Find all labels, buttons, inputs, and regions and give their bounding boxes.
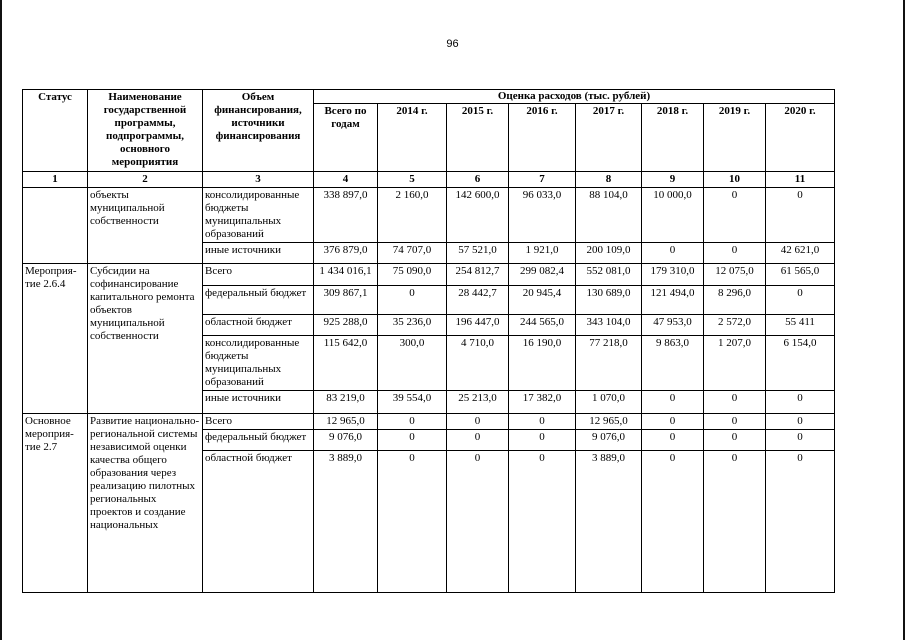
year-value-cell: 8 296,0	[704, 286, 766, 315]
header-volume: Объем финансирования, источники финансирования	[203, 90, 314, 172]
column-number: 6	[447, 172, 509, 188]
year-value-cell: 16 190,0	[509, 336, 576, 391]
funding-source-cell: Всего	[203, 414, 314, 430]
program-name-cell: Развитие национально-региональной системы независимой оценки качества общего образования через реализацию пилотных региональных проектов и создание национальных	[88, 414, 203, 593]
year-value-cell: 0	[447, 451, 509, 593]
year-value-cell: 75 090,0	[378, 264, 447, 286]
status-cell	[23, 188, 88, 264]
year-value-cell: 6 154,0	[766, 336, 835, 391]
total-value-cell: 3 889,0	[314, 451, 378, 593]
year-value-cell: 196 447,0	[447, 315, 509, 336]
header-year: 2015 г.	[447, 104, 509, 172]
year-value-cell: 130 689,0	[576, 286, 642, 315]
year-value-cell: 12 075,0	[704, 264, 766, 286]
year-value-cell: 0	[766, 451, 835, 593]
column-number: 2	[88, 172, 203, 188]
year-value-cell: 12 965,0	[576, 414, 642, 430]
year-value-cell: 0	[642, 243, 704, 264]
header-year: 2017 г.	[576, 104, 642, 172]
year-value-cell: 0	[378, 451, 447, 593]
header-status: Статус	[23, 90, 88, 172]
year-value-cell: 1 207,0	[704, 336, 766, 391]
column-number: 1	[23, 172, 88, 188]
year-value-cell: 552 081,0	[576, 264, 642, 286]
header-name: Наименование государственной программы, подпрограммы, основного мероприятия	[88, 90, 203, 172]
year-value-cell: 0	[642, 451, 704, 593]
header-total: Всего по годам	[314, 104, 378, 172]
year-value-cell: 9 863,0	[642, 336, 704, 391]
year-value-cell: 0	[642, 391, 704, 414]
year-value-cell: 0	[447, 414, 509, 430]
total-value-cell: 9 076,0	[314, 430, 378, 451]
column-number: 5	[378, 172, 447, 188]
year-value-cell: 57 521,0	[447, 243, 509, 264]
year-value-cell: 0	[509, 451, 576, 593]
column-number: 7	[509, 172, 576, 188]
funding-source-cell: консолидированные бюджеты муниципальных образований	[203, 336, 314, 391]
year-value-cell: 300,0	[378, 336, 447, 391]
year-value-cell: 343 104,0	[576, 315, 642, 336]
year-value-cell: 0	[378, 430, 447, 451]
total-value-cell: 376 879,0	[314, 243, 378, 264]
year-value-cell: 1 070,0	[576, 391, 642, 414]
total-value-cell: 12 965,0	[314, 414, 378, 430]
header-row-group	[23, 90, 835, 104]
column-number: 4	[314, 172, 378, 188]
year-value-cell: 121 494,0	[642, 286, 704, 315]
budget-table	[22, 89, 835, 593]
total-value-cell: 338 897,0	[314, 188, 378, 243]
year-value-cell: 77 218,0	[576, 336, 642, 391]
total-value-cell: 83 219,0	[314, 391, 378, 414]
total-value-cell: 115 642,0	[314, 336, 378, 391]
status-cell: Основное мероприя-тие 2.7	[23, 414, 88, 593]
header-year: 2020 г.	[766, 104, 835, 172]
year-value-cell: 0	[378, 414, 447, 430]
page-number: 96	[446, 38, 459, 50]
year-value-cell: 42 621,0	[766, 243, 835, 264]
table-row	[23, 414, 835, 430]
program-name-cell: объекты муниципальной собственности	[88, 188, 203, 264]
funding-source-cell: федеральный бюджет	[203, 286, 314, 315]
year-value-cell: 254 812,7	[447, 264, 509, 286]
year-value-cell: 4 710,0	[447, 336, 509, 391]
year-value-cell: 2 572,0	[704, 315, 766, 336]
column-number: 9	[642, 172, 704, 188]
year-value-cell: 35 236,0	[378, 315, 447, 336]
funding-source-cell: федеральный бюджет	[203, 430, 314, 451]
year-value-cell: 0	[766, 414, 835, 430]
year-value-cell: 0	[704, 188, 766, 243]
year-value-cell: 0	[704, 391, 766, 414]
table-body	[23, 90, 835, 593]
year-value-cell: 20 945,4	[509, 286, 576, 315]
header-year: 2016 г.	[509, 104, 576, 172]
year-value-cell: 0	[704, 451, 766, 593]
year-value-cell: 0	[509, 430, 576, 451]
table-row	[23, 264, 835, 286]
year-value-cell: 3 889,0	[576, 451, 642, 593]
year-value-cell: 244 565,0	[509, 315, 576, 336]
year-value-cell: 74 707,0	[378, 243, 447, 264]
year-value-cell: 47 953,0	[642, 315, 704, 336]
year-value-cell: 0	[509, 414, 576, 430]
year-value-cell: 0	[766, 188, 835, 243]
year-value-cell: 10 000,0	[642, 188, 704, 243]
header-year: 2014 г.	[378, 104, 447, 172]
year-value-cell: 179 310,0	[642, 264, 704, 286]
column-number: 8	[576, 172, 642, 188]
header-expenses-group: Оценка расходов (тыс. рублей)	[314, 90, 835, 104]
program-name-cell: Субсидии на софинансирование капитального ремонта объектов муниципальной собственности	[88, 264, 203, 414]
funding-source-cell: Всего	[203, 264, 314, 286]
header-year: 2019 г.	[704, 104, 766, 172]
column-number: 3	[203, 172, 314, 188]
year-value-cell: 0	[704, 430, 766, 451]
year-value-cell: 55 411	[766, 315, 835, 336]
column-numbers-row	[23, 172, 835, 188]
year-value-cell: 0	[766, 430, 835, 451]
year-value-cell: 142 600,0	[447, 188, 509, 243]
year-value-cell: 28 442,7	[447, 286, 509, 315]
year-value-cell: 200 109,0	[576, 243, 642, 264]
year-value-cell: 0	[642, 414, 704, 430]
year-value-cell: 88 104,0	[576, 188, 642, 243]
year-value-cell: 2 160,0	[378, 188, 447, 243]
year-value-cell: 1 921,0	[509, 243, 576, 264]
year-value-cell: 96 033,0	[509, 188, 576, 243]
year-value-cell: 9 076,0	[576, 430, 642, 451]
year-value-cell: 0	[766, 391, 835, 414]
total-value-cell: 309 867,1	[314, 286, 378, 315]
funding-source-cell: иные источники	[203, 391, 314, 414]
funding-source-cell: областной бюджет	[203, 315, 314, 336]
scan-edge-left	[0, 0, 2, 640]
year-value-cell: 299 082,4	[509, 264, 576, 286]
year-value-cell: 0	[704, 414, 766, 430]
total-value-cell: 1 434 016,1	[314, 264, 378, 286]
year-value-cell: 39 554,0	[378, 391, 447, 414]
header-year: 2018 г.	[642, 104, 704, 172]
year-value-cell: 0	[766, 286, 835, 315]
year-value-cell: 0	[447, 430, 509, 451]
year-value-cell: 61 565,0	[766, 264, 835, 286]
status-cell: Мероприя-тие 2.6.4	[23, 264, 88, 414]
year-value-cell: 0	[642, 430, 704, 451]
table-row	[23, 188, 835, 243]
year-value-cell: 17 382,0	[509, 391, 576, 414]
column-number: 10	[704, 172, 766, 188]
year-value-cell: 0	[704, 243, 766, 264]
funding-source-cell: консолидированные бюджеты муниципальных образований	[203, 188, 314, 243]
funding-source-cell: областной бюджет	[203, 451, 314, 593]
column-number: 11	[766, 172, 835, 188]
funding-source-cell: иные источники	[203, 243, 314, 264]
year-value-cell: 25 213,0	[447, 391, 509, 414]
year-value-cell: 0	[378, 286, 447, 315]
total-value-cell: 925 288,0	[314, 315, 378, 336]
